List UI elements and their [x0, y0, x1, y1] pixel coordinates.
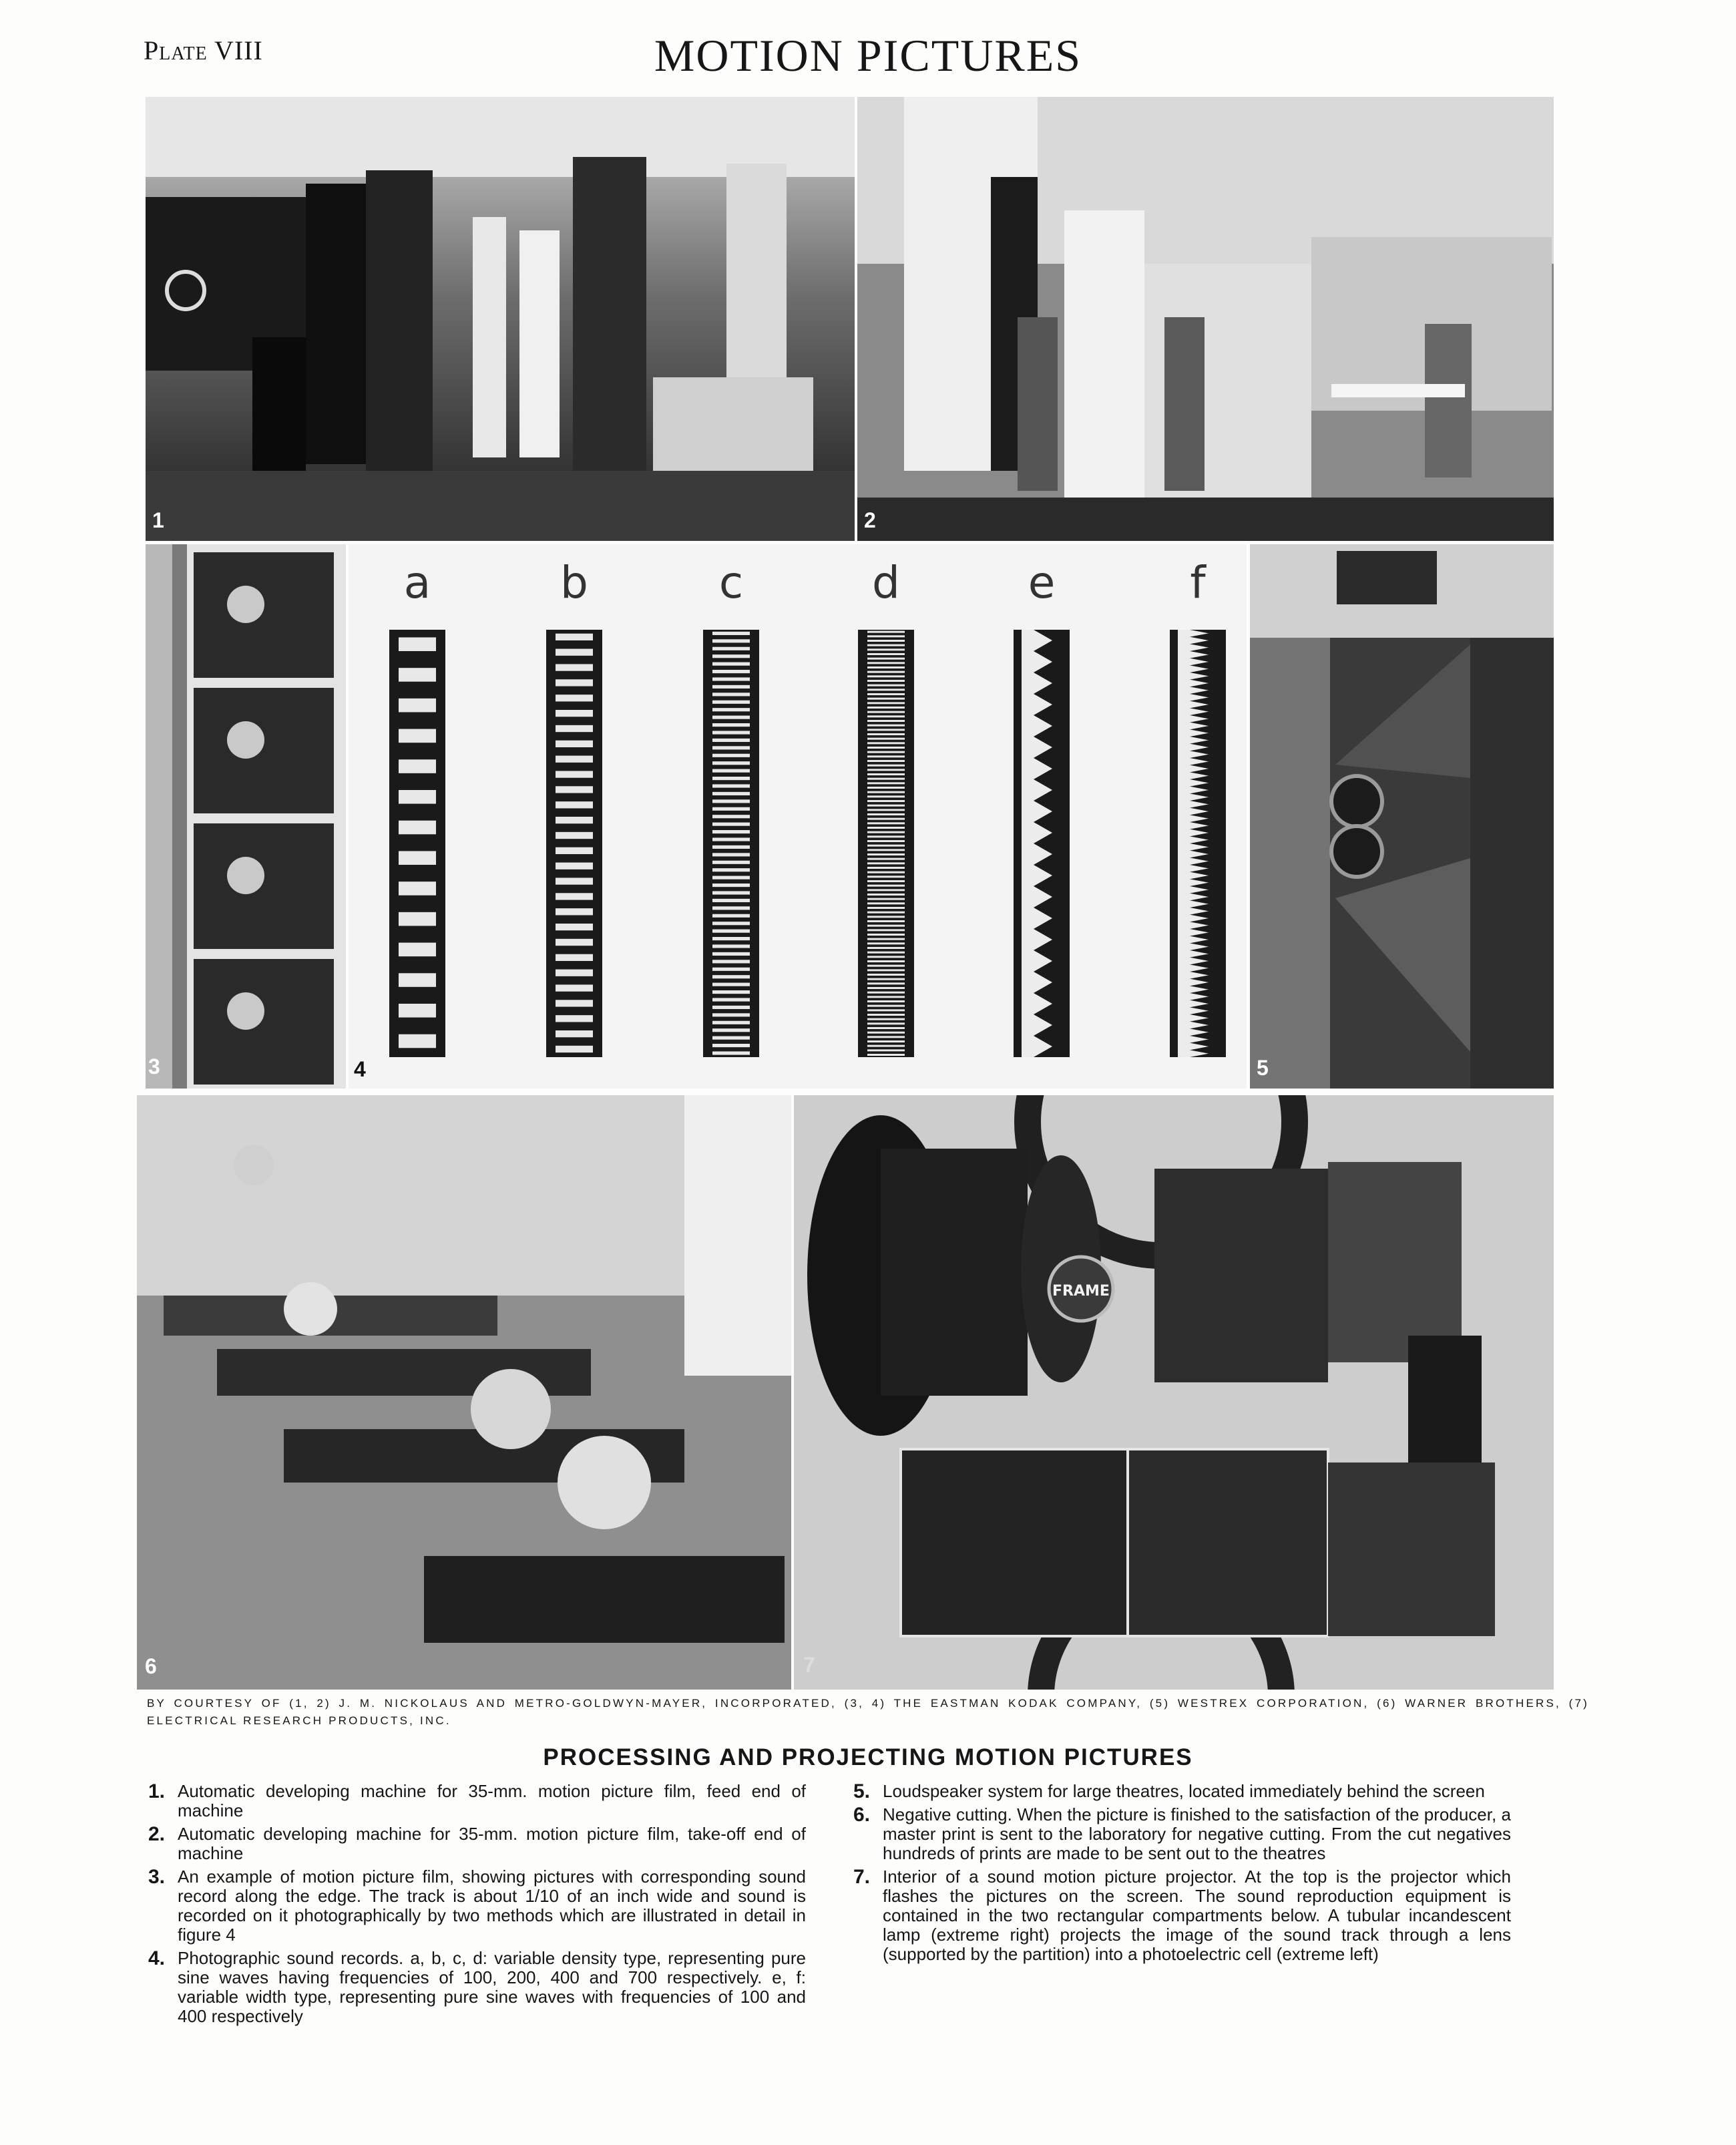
figure-number: 7 [803, 1653, 815, 1677]
caption-number: 1. [148, 1780, 166, 1802]
caption-number: 7. [853, 1866, 871, 1888]
sound-track-strip [703, 630, 759, 1057]
sound-track-strip [858, 630, 914, 1057]
figure-7-photo [794, 1095, 1554, 1690]
plate-numeral: VIII [214, 35, 263, 65]
figure-number: 6 [145, 1654, 157, 1678]
caption-7 [853, 1867, 1511, 1964]
caption-text: Loudspeaker system for large theatres, located immediately behind the screen [883, 1781, 1485, 1801]
caption-text: Photographic sound records. a, b, c, d: variable density type, representing pure sine waves having frequencies of 100, 200, 400 and 700 respectively. e, f: variable width type, representing pure sine waves with frequencies of 100 and 400 respectively [178, 1948, 806, 2026]
sound-track-strip [546, 630, 602, 1057]
figure-number: 3 [148, 1054, 160, 1079]
caption-number: 5. [853, 1780, 871, 1802]
track-letter-a: a [403, 557, 431, 608]
figure-6-photo [137, 1095, 791, 1690]
caption-number: 2. [148, 1823, 166, 1845]
figure-1-photo [146, 97, 855, 541]
loudspeaker-illustration [1250, 544, 1554, 1089]
figure-number: 5 [1257, 1056, 1269, 1080]
sound-track-strip [1170, 630, 1226, 1057]
take-off-room-illustration [857, 97, 1554, 541]
figure-number: 2 [864, 508, 876, 532]
page-title: MOTION PICTURES [654, 30, 1082, 81]
caption-number: 3. [148, 1866, 166, 1888]
caption-number: 4. [148, 1947, 166, 1969]
negative-cutting-room-illustration [137, 1095, 791, 1690]
caption-text: An example of motion picture film, showing pictures with corresponding sound record along the edge. The track is about 1/10 of an inch wide and sound is recorded on it photographically by two methods which are illustrated in detail in figure 4 [178, 1867, 806, 1945]
track-letter-c: c [718, 557, 744, 608]
track-letter-d: d [872, 557, 900, 608]
figure-3-photo [146, 544, 346, 1089]
plate-word: Plate [144, 35, 208, 65]
track-letter-e: e [1028, 557, 1056, 608]
track-letter-b: b [560, 557, 588, 608]
caption-6 [853, 1805, 1511, 1863]
caption-1 [148, 1782, 806, 1820]
caption-4 [148, 1949, 806, 2026]
caption-text: Automatic developing machine for 35-mm. motion picture film, take-off end of machine [178, 1824, 806, 1863]
captions-right-column [853, 1782, 1511, 1968]
caption-text: Automatic developing machine for 35-mm. motion picture film, feed end of machine [178, 1781, 806, 1820]
sound-track-strip [389, 630, 445, 1057]
projector-frame-label: FRAME [1052, 1283, 1110, 1300]
projector-illustration [794, 1095, 1554, 1690]
track-letter-f: f [1190, 557, 1206, 608]
caption-3 [148, 1867, 806, 1945]
sound-track-strip [1014, 630, 1070, 1057]
captions-left-column [148, 1782, 806, 2030]
caption-number: 6. [853, 1804, 871, 1826]
caption-5 [853, 1782, 1511, 1801]
caption-text: Negative cutting. When the picture is finished to the satisfaction of the producer, a master print is sent to the laboratory for negative cutting. From the cut negatives hundreds of prints are made to be sent out to the theatres [883, 1804, 1511, 1863]
sound-records-illustration [349, 544, 1247, 1089]
film-strip-illustration [146, 544, 346, 1089]
caption-text: Interior of a sound motion picture projector. At the top is the projector which flashes the pictures on the screen. The sound reproduction equipment is contained in the two rectangular compartments below. A tubular incandescent lamp (extreme right) projects the image of the sound track through a lens (supported by the partition) into a photoelectric cell (extreme left) [883, 1867, 1511, 1964]
figure-number: 4 [354, 1057, 366, 1081]
photo-credit: BY COURTESY OF (1, 2) J. M. NICKOLAUS AND METRO-GOLDWYN-MAYER, INCORPORATED, (3, 4) THE EASTMAN KODAK COMPANY, (5) WESTREX CORPORATION, (6) WARNER BROTHERS, (7) ELECTRICAL RESEARCH PRODUCTS, INC. [147, 1697, 1589, 1727]
figure-4-photo [349, 544, 1247, 1089]
caption-2 [148, 1824, 806, 1863]
figure-number: 1 [152, 508, 164, 532]
section-title: PROCESSING AND PROJECTING MOTION PICTURES [543, 1744, 1193, 1770]
figure-5-photo [1250, 544, 1554, 1089]
developing-room-illustration [146, 97, 855, 541]
figure-2-photo [857, 97, 1554, 541]
